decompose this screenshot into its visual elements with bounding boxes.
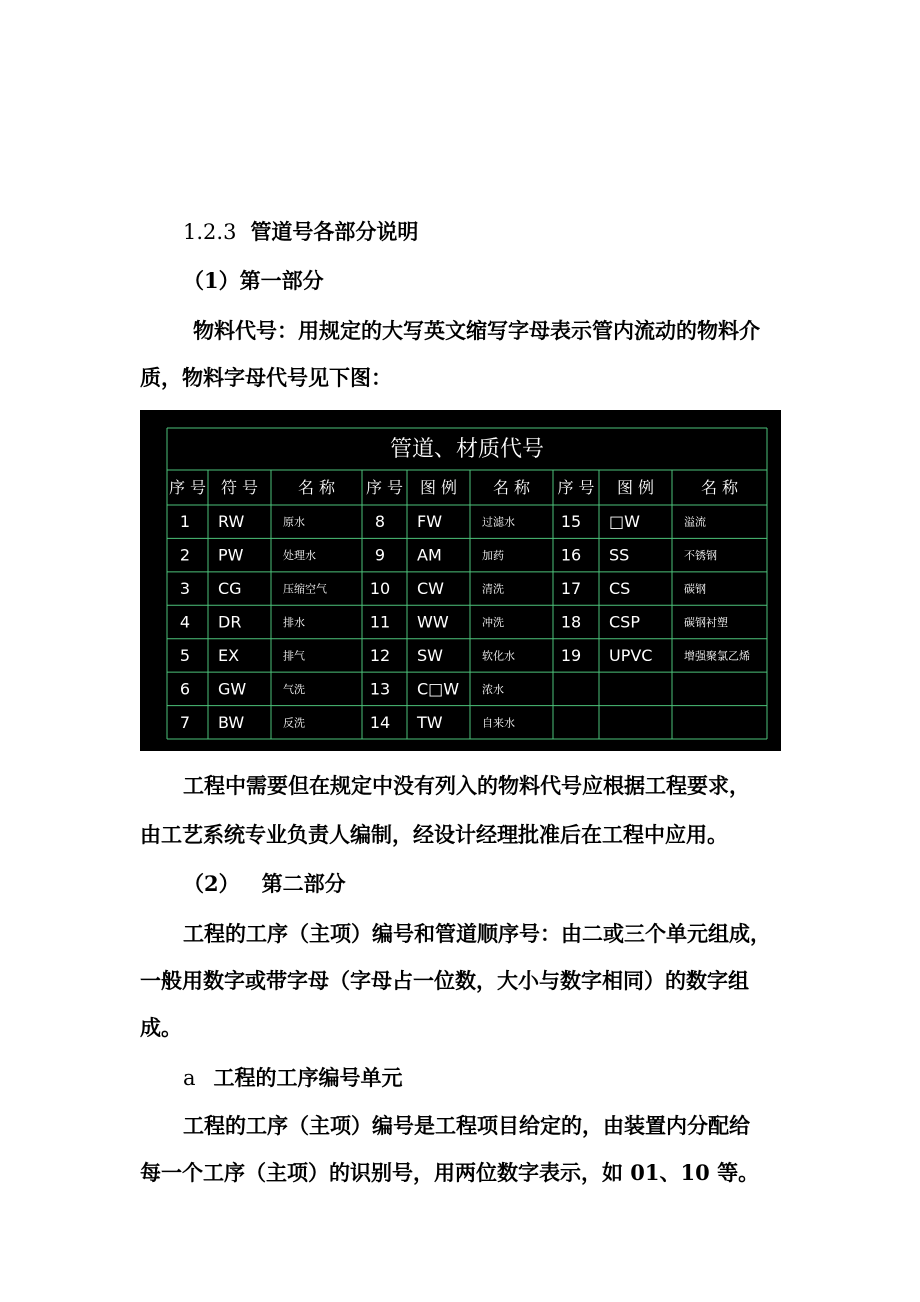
table-cell-name: 过滤水	[482, 515, 515, 529]
table-cell-number: 15	[560, 512, 582, 532]
table-cell-code: RW	[218, 512, 245, 532]
table-cell-code: TW	[417, 712, 443, 732]
table-header-cell: 序 号	[168, 478, 207, 497]
para2-line1: 工程中需要但在规定中没有列入的物料代号应根据工程要求，	[183, 773, 750, 798]
para4-line1: 工程的工序（主项）编号是工程项目给定的，由装置内分配给	[183, 1113, 750, 1138]
table-cell-number: 18	[560, 612, 582, 632]
table-cell-code: WW	[417, 612, 449, 632]
table-cell-name: 溢流	[684, 515, 706, 529]
table-cell-name: 反洗	[283, 716, 305, 730]
table-cell-code: AM	[417, 545, 442, 565]
part1-desc-line2: 质，物料字母代号见下图：	[140, 365, 392, 390]
table-cell-number: 6	[179, 679, 191, 699]
table-cell-code: □W	[609, 512, 640, 532]
table-cell-name: 碳钢衬塑	[684, 616, 728, 629]
para4-line2: 每一个工序（主项）的识别号，用两位数字表示，如 01、10 等。	[140, 1160, 760, 1185]
material-code-table	[140, 410, 781, 751]
table-cell-code: C□W	[417, 679, 460, 699]
section-heading	[183, 218, 418, 246]
table-header-cell: 图 例	[419, 478, 458, 497]
table-cell-number: 4	[179, 612, 191, 632]
table-cell-code: GW	[218, 679, 247, 699]
table-cell-number: 2	[179, 545, 191, 565]
table-cell-name: 增强聚氯乙烯	[684, 649, 750, 663]
table-cell-name: 清洗	[482, 582, 504, 596]
table-cell-name: 软化水	[482, 649, 515, 663]
table-cell-number: 12	[369, 645, 391, 665]
table-cell-name: 排水	[283, 616, 305, 629]
table-cell-code: CW	[417, 579, 444, 599]
table-cell-number: 13	[369, 679, 391, 699]
part2-title: 第二部分	[261, 871, 346, 896]
table-cell-number: 5	[179, 645, 191, 665]
part1-label: （1）第一部分	[183, 268, 324, 293]
subsection-letter: a	[183, 1066, 196, 1090]
section-number: 1.2.3	[183, 220, 237, 244]
table-cell-name: 浓水	[482, 682, 504, 696]
table-cell-code: CS	[609, 579, 631, 599]
table-cell-name: 气洗	[283, 682, 305, 696]
table-header-cell: 符 号	[220, 478, 259, 497]
para3-line1: 工程的工序（主项）编号和管道顺序号：由二或三个单元组成，	[183, 921, 771, 946]
table-header-cell: 名 称	[492, 478, 531, 497]
table-cell-number: 10	[369, 579, 391, 599]
table-cell-code: FW	[417, 512, 443, 532]
table-cell-name: 自来水	[482, 716, 515, 730]
para3-line3: 成。	[140, 1015, 182, 1040]
table-cell-name: 处理水	[283, 549, 316, 563]
table-cell-number: 7	[179, 712, 191, 732]
table-cell-number: 9	[374, 545, 386, 565]
table-cell-code: SW	[417, 645, 443, 665]
table-cell-code: SS	[609, 545, 630, 565]
table-cell-number: 14	[369, 712, 391, 732]
section-title: 管道号各部分说明	[250, 219, 419, 244]
table-cell-number: 16	[560, 545, 582, 565]
table-cell-name: 加药	[482, 549, 504, 563]
table-cell-name: 碳钢	[684, 582, 706, 596]
table-cell-code: PW	[218, 545, 244, 565]
table-header-cell: 图 例	[616, 478, 655, 497]
subsection-title: 工程的工序编号单元	[213, 1065, 403, 1090]
table-header-cell: 序 号	[365, 478, 404, 497]
table-cell-number: 19	[560, 645, 582, 665]
part2-number: （2）	[183, 871, 240, 896]
table-cell-number: 17	[560, 579, 582, 599]
table-cell-code: CSP	[609, 612, 640, 632]
para2-line2: 由工艺系统专业负责人编制，经设计经理批准后在工程中应用。	[140, 822, 728, 847]
table-header-cell: 名 称	[700, 478, 739, 497]
table-cell-code: EX	[218, 645, 240, 665]
table-cell-code: BW	[218, 712, 245, 732]
table-header-cell: 名 称	[297, 478, 336, 497]
table-cell-code: DR	[218, 612, 242, 632]
table-cell-number: 8	[374, 512, 386, 532]
table-cell-name: 冲洗	[482, 616, 504, 629]
part1-desc-line1: 物料代号：用规定的大写英文缩写字母表示管内流动的物料介	[193, 318, 760, 343]
para3-line2: 一般用数字或带字母（字母占一位数，大小与数字相同）的数字组	[140, 968, 749, 993]
table-cell-name: 排气	[283, 649, 305, 663]
cad-table-drawing	[140, 410, 781, 751]
table-cell-code: UPVC	[609, 645, 653, 665]
table-cell-code: CG	[218, 579, 242, 599]
table-title: 管道、材质代号	[389, 437, 545, 462]
table-cell-name: 原水	[283, 515, 305, 529]
table-cell-number: 1	[179, 512, 191, 532]
table-cell-number: 3	[179, 579, 191, 599]
subsection-a	[183, 1064, 403, 1092]
table-cell-number: 11	[369, 612, 391, 632]
table-cell-name: 不锈钢	[684, 549, 717, 563]
table-header-cell: 序 号	[557, 478, 595, 497]
table-cell-name: 压缩空气	[283, 582, 327, 596]
part2-heading	[183, 870, 346, 898]
